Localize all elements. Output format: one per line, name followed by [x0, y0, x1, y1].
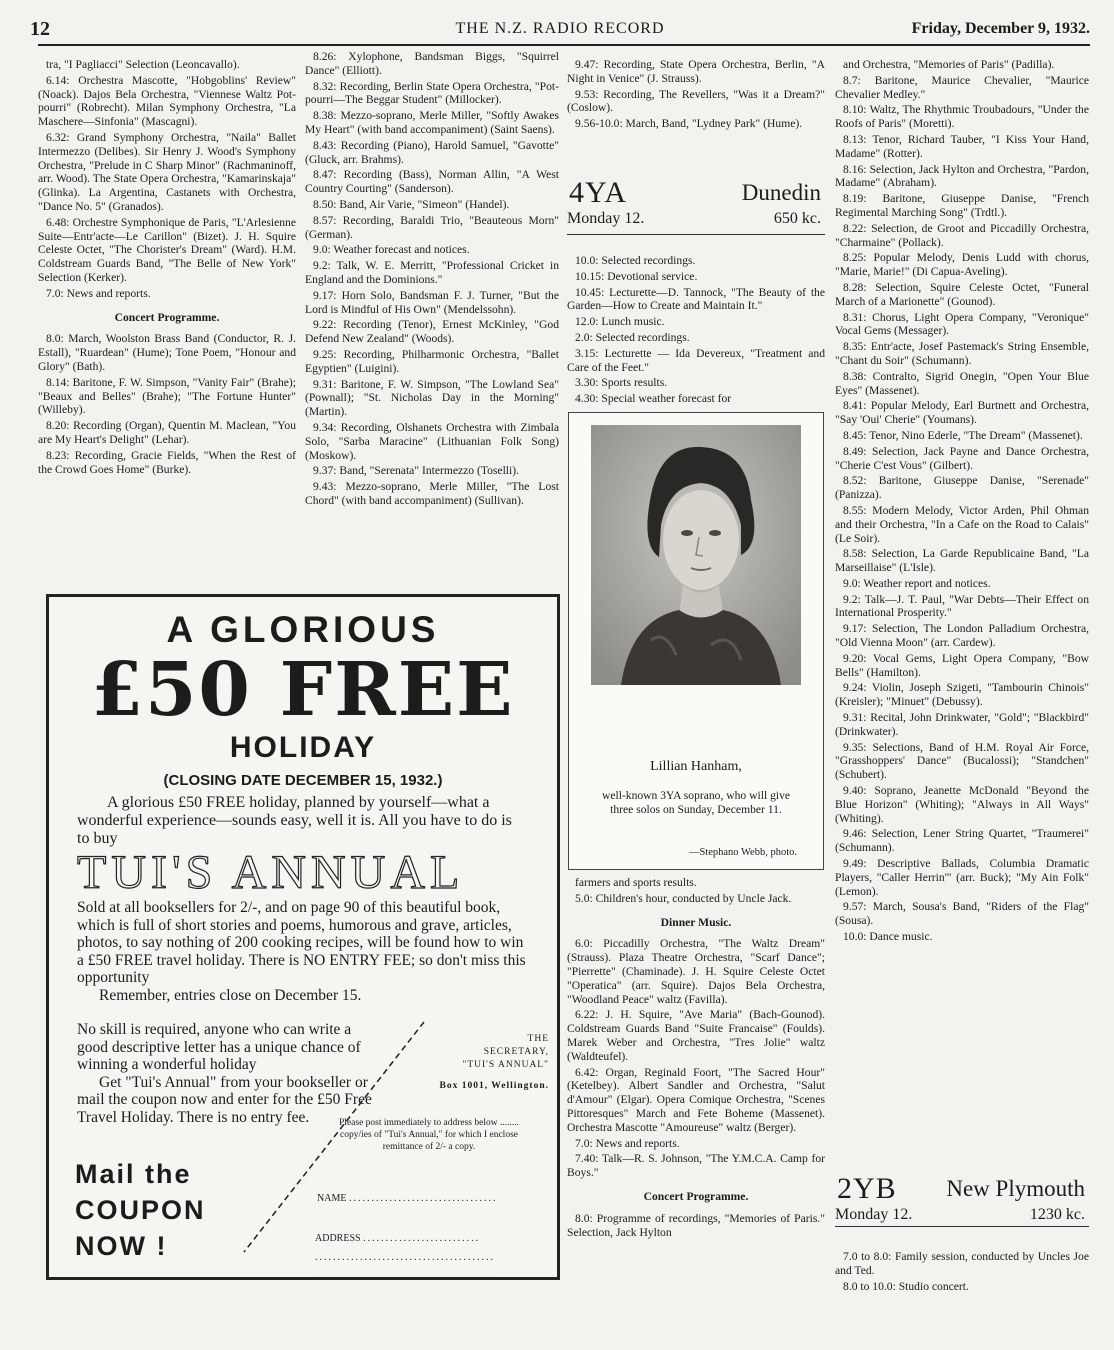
- ad-body: [77, 899, 527, 1005]
- section-heading: Dinner Music.: [660, 915, 732, 929]
- station-header-4ya: [567, 176, 825, 236]
- station-frequency: 1230 kc.: [1029, 1206, 1085, 1223]
- ad-headline-3: HOLIDAY: [229, 731, 377, 764]
- coupon-address-dots: ........................................: [315, 1252, 495, 1263]
- programme-item: 9.37: Band, "Serenata" Intermezzo (Toselli).: [313, 464, 519, 478]
- portrait-photo-box: [568, 412, 824, 870]
- coupon-address-dots: ..........................: [363, 1233, 481, 1244]
- programme-item: tra, "I Pagliacci" Selection (Leoncavallo).: [46, 58, 240, 71]
- column-4: [835, 58, 1089, 946]
- programme-item: 8.14: Baritone, F. W. Simpson, "Vanity Fair" (Brahe); "Beaux and Belles" (Brahe); "The Fortune Hunter" (Willeby).: [38, 375, 296, 417]
- programme-item: 8.52: Baritone, Giuseppe Danise, "Serenade" (Panizza).: [835, 474, 1089, 502]
- programme-item: 6.22: J. H. Squire, "Ave Maria" (Bach-Gounod). Coldstream Guards Band "Suite Francaise" (Foulds). Marek Weber and Orchestra, "Tres Jolie" waltz (Waldteufel).: [567, 1008, 825, 1063]
- section-heading: Concert Programme.: [643, 1189, 749, 1203]
- programme-item: 9.0: Weather forecast and notices.: [313, 243, 470, 257]
- programme-item: 7.0: News and reports.: [46, 286, 151, 300]
- programme-item: 10.0: Dance music.: [843, 930, 933, 944]
- programme-item: 9.31: Recital, John Drinkwater, "Gold"; "Blackbird" (Drinkwater).: [835, 711, 1089, 738]
- programme-item: 8.19: Baritone, Giuseppe Danise, "French Regimental Marching Song" (Trdtl.).: [835, 192, 1089, 219]
- programme-item: 8.49: Selection, Jack Payne and Dance Orchestra, "Cherie C'est Vous" (Gilbert).: [835, 444, 1089, 472]
- programme-item: 9.49: Descriptive Ballads, Columbia Dramatic Players, "Caller Herrin'" (arr. Buck); "My Ain Folk" (Lemon).: [835, 857, 1089, 898]
- coupon-to-4: Box 1001, Wellington.: [439, 1081, 549, 1091]
- ad-intro-text: A glorious £50 FREE holiday, planned by yourself—what a wonderful experience—sounds easy, well it is. All you have to do is to buy: [77, 794, 512, 847]
- programme-item: and Orchestra, "Memories of Paris" (Padilla).: [843, 58, 1055, 71]
- programme-item: 9.2: Talk—J. T. Paul, "War Debts—Their Effect on International Prosperity.": [835, 592, 1089, 620]
- programme-item: 6.48: Orchestre Symphonique de Paris, "L'Arlesienne Suite—Entr'acte—Le Carillon" (Bizet). J. H. Squire Celeste Octet, "The Chorister's Dream" (Ward). H.M. Coldstream Guards Band, "The Belle of New York" Selection (Kerker).: [38, 215, 296, 284]
- tuis-annual-advertisement: [46, 594, 560, 1280]
- programme-item: 8.38: Mezzo-soprano, Merle Miller, "Softly Awakes My Heart" (with band accompaniment) (Saint Saens).: [305, 109, 559, 136]
- column-2: [305, 50, 559, 510]
- column-3: [567, 58, 825, 133]
- programme-item: 8.47: Recording (Bass), Norman Allin, "A West Country Courting" (Sanderson).: [305, 168, 559, 196]
- programme-item: 8.50: Band, Air Varie, "Simeon" (Handel).: [313, 197, 510, 211]
- coupon-name-dots: .................................: [348, 1193, 498, 1204]
- station-frequency: 650 kc.: [773, 210, 821, 227]
- programme-item: 9.31: Baritone, F. W. Simpson, "The Lowland Sea" (Pownall); "St. Nicholas Day in the Morning" (Martin).: [305, 377, 559, 419]
- programme-item: 8.55: Modern Melody, Victor Arden, Phil Ohman and their Orchestra, "In a Cafe on the Road to Calais" (Le Soir).: [835, 503, 1089, 545]
- programme-item: 10.15: Devotional service.: [575, 269, 698, 283]
- programme-item: 9.34: Recording, Olshanets Orchestra with Zimbala Solo, "Sarba Maracine" (Lithuanian Folk Song) (Moskow).: [305, 420, 559, 462]
- programme-item: 9.25: Recording, Philharmonic Orchestra, "Ballet Egyptien" (Luigini).: [305, 347, 559, 375]
- programme-item: 9.47: Recording, State Opera Orchestra, Berlin, "A Night in Venice" (J. Strauss).: [567, 58, 825, 85]
- programme-item: 8.20: Recording (Organ), Quentin M. Maclean, "You are My Heart's Delight" (Lehar).: [38, 419, 296, 446]
- station-day: Monday 12.: [835, 1206, 913, 1223]
- station-header-2yb: [835, 1172, 1089, 1228]
- programme-item: 3.15: Lecturette — Ida Devereux, "Treatment and Care of the Feet.": [567, 346, 825, 374]
- station-rule: [567, 234, 825, 235]
- programme-item: 9.43: Mezzo-soprano, Merle Miller, "The Lost Chord" (with band accompaniment) (Sullivan).: [305, 480, 559, 507]
- portrait-photo: [591, 425, 801, 685]
- programme-item: 6.14: Orchestra Mascotte, "Hobgoblins' Review" (Noack). Dajos Bela Orchestra, "Viennese Waltz Pot-pourri" (Robrecht). Milan Symphony Orchestra, "La Maschere—Sinfonia" (Mascagni).: [38, 73, 296, 129]
- coupon-to-2: SECRETARY,: [483, 1047, 549, 1057]
- programme-item: 10.45: Lecturette—D. Tannock, "The Beauty of the Garden—How to Create and Maintain It.": [567, 285, 825, 313]
- programme-item: 9.56-10.0: March, Band, "Lydney Park" (Hume).: [575, 117, 803, 131]
- photo-caption: well-known 3YA soprano, who will give three solos on Sunday, December 11.: [601, 789, 791, 816]
- coupon-to-1: THE: [527, 1034, 549, 1044]
- programme-item: 9.53: Recording, The Revellers, "Was it a Dream?" (Coslow).: [567, 87, 825, 115]
- ad-mail-line-1: Mail the: [75, 1159, 192, 1189]
- programme-item: 8.13: Tenor, Richard Tauber, "I Kiss Your Hand, Madame" (Rotter).: [835, 132, 1089, 160]
- programme-item: 9.22: Recording (Tenor), Ernest McKinley, "God Defend New Zealand" (Woods).: [305, 318, 559, 346]
- ad-body-text: Sold at all booksellers for 2/-, and on page 90 of this beautiful book, which is full of short stories and poems, humorous and grave, articles, photos, to say nothing of 200 cooking recipes, will be found how to win a £50 FREE travel holiday. There is NO ENTRY FEE; so don't miss this opportunity: [77, 899, 526, 987]
- programme-item: 8.35: Entr'acte, Josef Pastemack's String Ensemble, "Chant du Soir" (Schumann).: [835, 340, 1089, 367]
- programme-item: farmers and sports results.: [575, 876, 697, 889]
- programme-item: 5.0: Children's hour, conducted by Uncle Jack.: [575, 891, 792, 905]
- column-3-4ya-schedule: [567, 254, 825, 408]
- section-heading: Concert Programme.: [114, 310, 220, 324]
- coupon-address: [399, 1033, 549, 1093]
- column-1: [38, 58, 296, 478]
- programme-item: 6.0: Piccadilly Orchestra, "The Waltz Dream" (Strauss). Plaza Theatre Orchestra, "Scarf Dance"; "Pierrette" (Chaminade). J. H. Squire Celeste Octet "Operatica" (arr. Squire). Dajos Bela Orchestra, "Woodland Peace" waltz (Favilla).: [567, 937, 825, 1006]
- station-city: New Plymouth: [946, 1176, 1085, 1201]
- programme-item: 10.0: Selected recordings.: [575, 254, 696, 267]
- programme-item: 8.22: Selection, de Groot and Piccadilly Orchestra, "Charmaine" (Pollack).: [835, 221, 1089, 249]
- ad-headline-2: £50 FREE: [91, 647, 515, 733]
- programme-item: 9.2: Talk, W. E. Merritt, "Professional Cricket in England and the Dominions.": [305, 259, 559, 286]
- programme-item: 9.40: Soprano, Jeanette McDonald "Beyond the Blue Horizon" (Whiting); "Always in All Ways" (Whiting).: [835, 784, 1089, 825]
- publication-title: THE N.Z. RADIO RECORD: [455, 20, 665, 37]
- programme-item: 9.17: Horn Solo, Bandsman F. J. Turner, "But the Lord is Mindful of His Own" (Mendelssohn).: [305, 288, 559, 316]
- coupon-name-label: NAME: [317, 1193, 347, 1204]
- coupon-address-dots: ........................................: [315, 1271, 495, 1282]
- station-callsign: 2YB: [837, 1172, 897, 1205]
- station-city: Dunedin: [741, 180, 821, 205]
- programme-item: 8.0 to 10.0: Studio concert.: [843, 1279, 969, 1293]
- programme-item: 9.17: Selection, The London Palladium Orchestra, "Old Vienna Moon" (arr. Cardew).: [835, 622, 1089, 650]
- programme-item: 2.0: Selected recordings.: [575, 330, 690, 344]
- programme-item: 8.28: Selection, Squire Celeste Octet, "Funeral March of a Marionette" (Gounod).: [835, 280, 1089, 308]
- programme-item: 8.32: Recording, Berlin State Opera Orchestra, "Pot-pourri—The Beggar Student" (Millocker).: [305, 79, 559, 107]
- programme-item: 6.32: Grand Symphony Orchestra, "Naila" Ballet Intermezzo (Delibes). Sir Henry J. Wood's Symphony Orchestra, "Prelude in C Sharp Minor" (Rachmaninoff, arr. Wood). The State Opera Orchestra, "Kamarinskaja" (Glinka). La Argentina, Castanets with Orchestra, "Dance No. 5" (Granados).: [38, 130, 296, 213]
- header-rule: [38, 44, 1090, 46]
- programme-item: 8.25: Popular Melody, Denis Ludd with chorus, "Marie, Marie!" (Di Capua-Aveling).: [835, 251, 1089, 279]
- programme-item: 8.16: Selection, Jack Hylton and Orchestra, "Pardon, Madame" (Abraham).: [835, 162, 1089, 190]
- issue-date: Friday, December 9, 1932.: [911, 20, 1090, 37]
- programme-item: 9.0: Weather report and notices.: [843, 576, 991, 590]
- photo-credit: —Stephano Webb, photo.: [688, 847, 797, 858]
- programme-item: 12.0: Lunch music.: [575, 315, 665, 329]
- photo-name: Lillian Hanham,: [650, 759, 742, 774]
- station-callsign: 4YA: [569, 176, 628, 209]
- coupon-address-label: ADDRESS: [315, 1233, 361, 1244]
- station-rule: [835, 1226, 1089, 1227]
- ad-noskill: No skill is required, anyone who can write a good descriptive letter has a unique chance of winning a wonderful holiday: [77, 1021, 361, 1074]
- programme-item: 8.41: Popular Melody, Earl Burtnett and Orchestra, "Say 'Oui' Cherie" (Youmans).: [835, 399, 1089, 427]
- ad-headline-1: A GLORIOUS: [166, 609, 440, 650]
- station-day: Monday 12.: [567, 210, 645, 227]
- programme-item: 8.0: Programme of recordings, "Memories of Paris." Selection, Jack Hylton: [567, 1211, 825, 1239]
- page-number: 12: [30, 18, 50, 40]
- programme-item: 8.38: Contralto, Sigrid Onegin, "Open Your Blue Eyes" (Massenet).: [835, 369, 1089, 397]
- ad-get: Get "Tui's Annual" from your bookseller or mail the coupon now and enter for the £50 Free Travel Holiday. There is no entry fee.: [77, 1073, 372, 1126]
- coupon-name-field[interactable]: [317, 1193, 537, 1204]
- ad-remember: Remember, entries close on December 15.: [99, 986, 362, 1004]
- page-header: [30, 18, 1090, 46]
- ad-product-name: TUI'S ANNUAL: [77, 846, 465, 899]
- coupon-address-field[interactable]: [315, 1233, 537, 1282]
- coupon-to-3: "TUI'S ANNUAL": [462, 1060, 549, 1070]
- programme-item: 9.24: Violin, Joseph Szigeti, "Tambourin Chinois" (Kreisler); "Minuet" (Debussy).: [835, 681, 1089, 709]
- programme-item: 8.45: Tenor, Nino Ederle, "The Dream" (Massenet).: [843, 428, 1083, 442]
- programme-item: 9.57: March, Sousa's Band, "Riders of the Flag" (Sousa).: [835, 900, 1089, 928]
- column-3-lower: [567, 876, 825, 1241]
- programme-item: 7.0: News and reports.: [575, 1136, 680, 1150]
- programme-item: 7.40: Talk—R. S. Johnson, "The Y.M.C.A. Camp for Boys.": [567, 1152, 825, 1180]
- programme-item: 9.35: Selections, Band of H.M. Royal Air Force, "Grasshoppers' Dance" (Bucalossi); "Standchen" (Schubert).: [835, 740, 1089, 782]
- ad-intro: [77, 794, 527, 848]
- ad-closing-date: (CLOSING DATE DECEMBER 15, 1932.): [163, 772, 443, 789]
- ad-mail-line-2: COUPON: [75, 1195, 206, 1225]
- programme-item: 9.20: Vocal Gems, Light Opera Company, "Bow Bells" (Hamilton).: [835, 651, 1089, 679]
- programme-item: 8.58: Selection, La Garde Republicaine Band, "La Marseillaise" (L'Isle).: [835, 547, 1089, 575]
- coupon-instructions: Please post immediately to address below ........ copy/ies of "Tui's Annual," for which I enclose remittance of 2/- a copy.: [339, 1118, 519, 1152]
- programme-item: 3.30: Sports results.: [575, 376, 668, 390]
- programme-item: 8.57: Recording, Baraldi Trio, "Beauteous Morn" (German).: [305, 213, 559, 241]
- ad-mail-line-3: NOW !: [75, 1231, 168, 1261]
- programme-item: 8.23: Recording, Gracie Fields, "When the Rest of the Crowd Goes Home" (Burke).: [38, 448, 296, 476]
- programme-item: 8.0: March, Woolston Brass Band (Conductor, R. J. Estall), "Ruardean" (Hume); Tone Poem, "Honour and Glory" (Bath).: [38, 332, 296, 373]
- programme-item: 8.7: Baritone, Maurice Chevalier, "Maurice Chevalier Medley.": [835, 73, 1089, 101]
- programme-item: 8.31: Chorus, Light Opera Company, "Veronique" Vocal Gems (Messager).: [835, 310, 1089, 338]
- programme-item: 8.43: Recording (Piano), Harold Samuel, "Gavotte" (Gluck, arr. Brahms).: [305, 138, 559, 166]
- programme-item: 6.42: Organ, Reginald Foort, "The Sacred Hour" (Ketelbey). Albert Sandler and Orchestra, "Salut d'Amour" (Elgar). Opera Comique Orchestra, "Scenes Pittoresques" March and Fete Boheme (Massenet). Orchestra Mascotte "Amoureuse" waltz (Berger).: [567, 1065, 825, 1134]
- programme-item: 4.30: Special weather forecast for: [575, 392, 732, 406]
- programme-item: 9.46: Selection, Lener String Quartet, "Traumerei" (Schumann).: [835, 827, 1089, 855]
- programme-item: 7.0 to 8.0: Family session, conducted by Uncles Joe and Ted.: [835, 1250, 1089, 1277]
- programme-item: 8.10: Waltz, The Rhythmic Troubadours, "Under the Roofs of Paris" (Moretti).: [835, 103, 1089, 131]
- column-4-2yb-schedule: [835, 1250, 1089, 1295]
- programme-item: 8.26: Xylophone, Bandsman Biggs, "Squirrel Dance" (Elliott).: [305, 50, 559, 77]
